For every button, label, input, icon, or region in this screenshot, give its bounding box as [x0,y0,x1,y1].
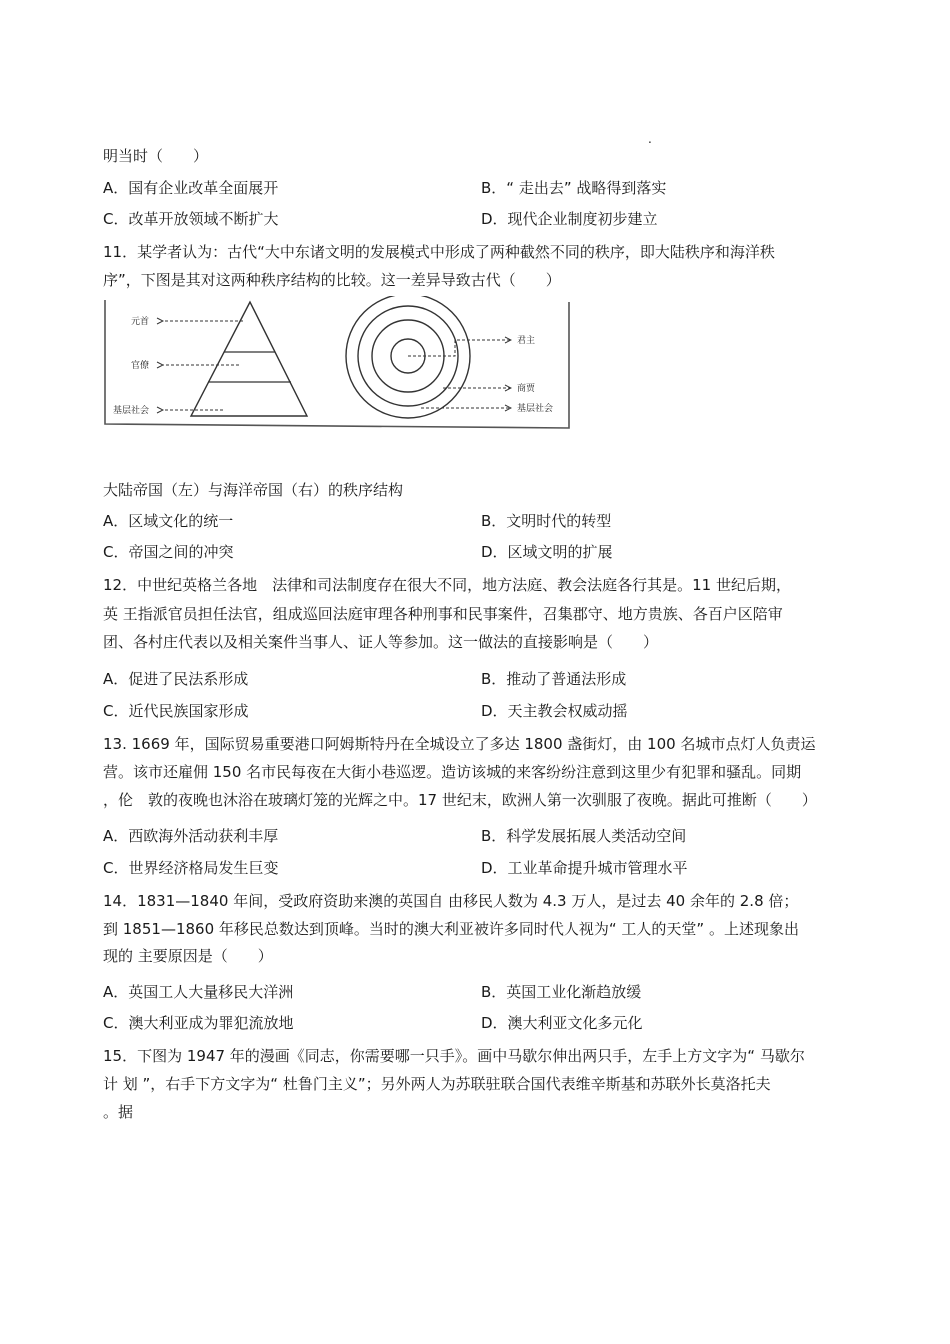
q13-option-c: C．世界经济格局发生巨变 [103,859,279,877]
q15-stem-line2: 计 划 ”，右手下方文字为“ 杜鲁门主义”；另外两人为苏联驻联合国代表维辛斯基和苏联外长莫洛托夫 [103,1075,771,1093]
q11-figure-caption: 大陆帝国（左）与海洋帝国（右）的秩序结构 [103,481,404,499]
left-label-grassroots: 基层社会 [113,406,150,416]
q11-stem-line2: 序”，下图是其对这两种秩序结构的比较。这一差异导致古代（ ） [103,271,561,289]
q13-stem-line1: 13. 1669 年，国际贸易重要港口阿姆斯特丹在全城设立了多达 1800 盏街灯，由 100 名城市点灯人负责运 [103,735,816,753]
q10-option-a: A．国有企业改革全面展开 [103,179,279,197]
q13-stem-line2: 营。该市还雇佣 150 名市民每夜在大街小巷巡逻。造访该城的来客纷纷注意到这里少有犯罪和骚乱。同期 [103,763,802,781]
q10-option-d: D．现代企业制度初步建立 [481,210,658,228]
q14-stem-line3: 现的 主要原因是（ ） [103,947,273,965]
q10-option-b: B．“ 走出去” 战略得到落实 [481,179,667,197]
pyramid-diagram [113,302,307,416]
q12-option-d: D．天主教会权威动摇 [481,702,628,720]
stray-mark: . [648,132,652,146]
right-label-merchants: 商贾 [517,384,536,394]
q14-option-c: C．澳大利亚成为罪犯流放地 [103,1014,294,1032]
q12-option-a: A．促进了民法系形成 [103,670,249,688]
q15-stem-line3: 。据 [103,1103,134,1121]
q13-option-b: B．科学发展拓展人类活动空间 [481,827,687,845]
q14-option-b: B．英国工业化渐趋放缓 [481,983,642,1001]
q10-stem: 明当时（ ） [103,147,209,165]
concentric-diagram [346,296,553,418]
q12-option-c: C．近代民族国家形成 [103,702,249,720]
q11-option-d: D．区域文明的扩展 [481,543,613,561]
q12-stem-line3: 团、各村庄代表以及相关案件当事人、证人等参加。这一做法的直接影响是（ ） [103,633,659,651]
right-label-monarch: 君主 [517,336,536,346]
q12-stem-line2: 英 王指派官员担任法官，组成巡回法庭审理各种刑事和民事案件，召集郡守、地方贵族、各百户区陪审 [103,605,783,623]
right-label-grassroots: 基层社会 [517,404,554,414]
q12-stem-line1: 12．中世纪英格兰各地 法律和司法制度存在很大不同，地方法庭、教会法庭各行其是。11 世纪后期， [103,576,791,594]
q14-option-a: A．英国工人大量移民大洋洲 [103,983,294,1001]
q15-stem-line1: 15．下图为 1947 年的漫画《同志，你需要哪一只手》。画中马歇尔伸出两只手，左手上方文字为“ 马歇尔 [103,1047,805,1065]
q12-option-b: B．推动了普通法形成 [481,670,627,688]
left-label-bureaucrats: 官僚 [131,361,150,371]
q11-stem-line1: 11．某学者认为：古代“大中东诸文明的发展模式中形成了两种截然不同的秩序，即大陆秩序和海洋秩 [103,243,775,261]
q14-stem-line2: 到 1851—1860 年移民总数达到顶峰。当时的澳大利亚被许多同时代人视为“ 工人的天堂” 。上述现象出 [103,920,799,938]
q13-stem-line3: ，伦 敦的夜晚也沐浴在玻璃灯笼的光辉之中。17 世纪末，欧洲人第一次驯服了夜晚。据此可推断（ ） [103,791,817,809]
q13-option-d: D．工业革命提升城市管理水平 [481,859,688,877]
left-label-head: 元首 [131,317,150,327]
q14-option-d: D．澳大利亚文化多元化 [481,1014,643,1032]
q10-option-c: C．改革开放领域不断扩大 [103,210,279,228]
q11-option-b: B．文明时代的转型 [481,512,612,530]
order-structure-figure [103,296,571,432]
q11-option-a: A．区域文化的统一 [103,512,234,530]
figure-frame [105,300,569,428]
q13-option-a: A．西欧海外活动获利丰厚 [103,827,279,845]
q14-stem-line1: 14．1831—1840 年间，受政府资助来澳的英国自 由移民人数为 4.3 万人，是过去 40 余年的 2.8 倍； [103,892,799,910]
q11-option-c: C．帝国之间的冲突 [103,543,234,561]
